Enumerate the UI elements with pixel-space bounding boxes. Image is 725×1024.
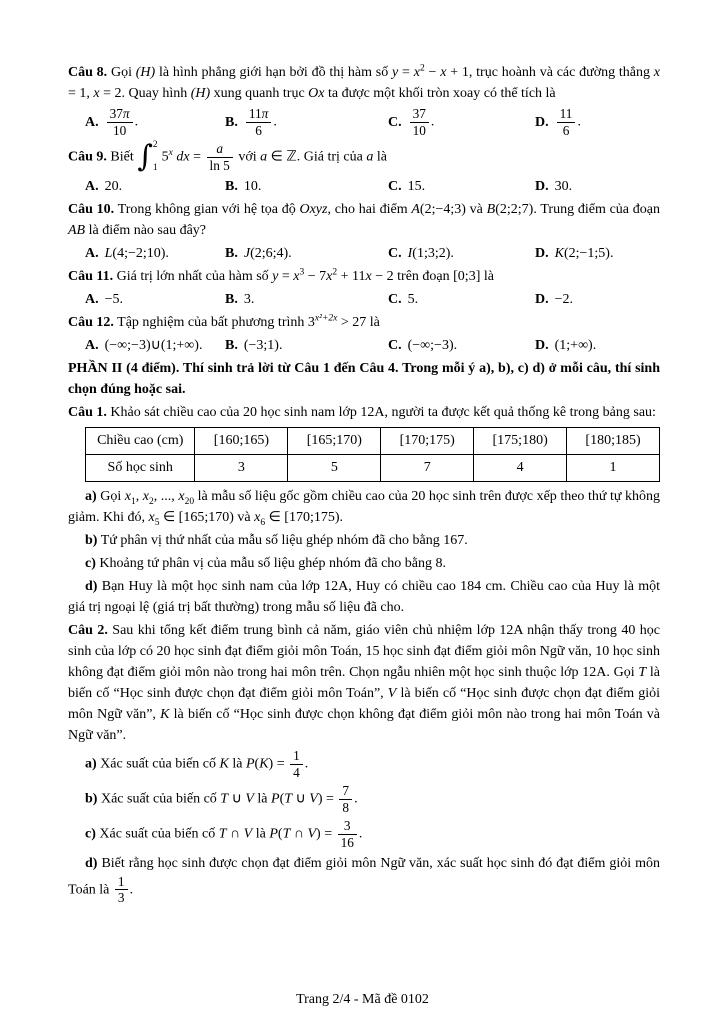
superscript: 2 bbox=[332, 267, 338, 278]
text-run: . bbox=[577, 114, 581, 130]
text-run: Tập nghiệm của bất phương trình 3 bbox=[113, 314, 315, 330]
text-run: B bbox=[486, 201, 496, 217]
fraction-numerator bbox=[207, 141, 233, 158]
table-cell: [175;180) bbox=[474, 427, 567, 454]
bold-label: Câu 8. bbox=[68, 65, 108, 80]
integral-lower-bound: 1 bbox=[152, 162, 158, 173]
fraction-numerator: 7 bbox=[339, 783, 352, 800]
part2-question-1-item-b bbox=[68, 530, 660, 551]
option-content bbox=[244, 176, 262, 197]
text-run: K bbox=[160, 706, 170, 722]
exam-page bbox=[68, 60, 660, 908]
option-content bbox=[555, 335, 597, 356]
text-run: a bbox=[366, 149, 374, 165]
answer-option-D bbox=[535, 106, 660, 139]
text-run: Gọi bbox=[96, 488, 125, 504]
text-run: T bbox=[284, 791, 293, 807]
part2-question-2-item-a bbox=[68, 748, 660, 781]
text-run: x bbox=[142, 488, 149, 504]
fraction-denominator: 3 bbox=[117, 890, 125, 906]
text-run: là mẫu số liệu gốc gồm chiều cao của 20 học sinh trên được xếp theo thứ tự không giảm. Khi đó, bbox=[68, 488, 661, 525]
text-run: = 2. Quay hình bbox=[99, 86, 191, 101]
text-run: , cho hai điểm bbox=[327, 201, 412, 217]
text-run: là bbox=[252, 826, 270, 842]
text-run: Giá trị lớn nhất của hàm số bbox=[113, 268, 273, 284]
text-run: . bbox=[129, 882, 134, 898]
text-run: −2. bbox=[554, 291, 574, 307]
text-run: là bbox=[373, 149, 387, 165]
text-run: Trong không gian với hệ tọa độ bbox=[114, 201, 300, 217]
table-cell: 4 bbox=[474, 454, 567, 481]
question-12-options bbox=[68, 335, 660, 356]
text-run: Xác suất của biến cố bbox=[95, 826, 219, 842]
option-content bbox=[555, 289, 573, 310]
text-run: ∈ ℤ. Giá trị của bbox=[267, 149, 367, 165]
fraction bbox=[115, 874, 128, 907]
text-run: . bbox=[273, 114, 277, 130]
text-run: ∩ bbox=[290, 826, 308, 842]
text-run: L bbox=[104, 245, 113, 261]
option-letter: D. bbox=[535, 245, 549, 261]
text-run: y bbox=[272, 268, 279, 284]
text-run: là biến cố “Học sinh được chọn đạt điểm giỏi môn Toán”, bbox=[68, 664, 660, 701]
text-run: −5. bbox=[104, 291, 124, 307]
fraction-denominator: 6 bbox=[562, 122, 570, 138]
text-run: Bạn Huy là một học sinh nam của lớp 12A, Huy có chiều cao 184 cm. Chiều cao của Huy là một giá trị ngoại lệ (giá trị bất thường) trong mẫu số liệu đã cho. bbox=[68, 578, 660, 615]
option-letter: A. bbox=[85, 337, 99, 353]
text-run: là bbox=[253, 791, 272, 807]
part2-question-1-item-a bbox=[68, 486, 660, 528]
answer-option-A bbox=[85, 289, 225, 310]
fraction-denominator: 4 bbox=[293, 764, 300, 780]
option-letter: D. bbox=[535, 291, 549, 307]
text-run: x bbox=[365, 268, 372, 284]
text-run: V bbox=[245, 791, 254, 807]
text-run: a bbox=[260, 149, 268, 165]
text-run: x bbox=[413, 65, 420, 80]
part2-question-1-item-c bbox=[68, 553, 660, 574]
option-content bbox=[105, 176, 123, 197]
text-run: = bbox=[189, 149, 205, 165]
bold-label: c) bbox=[85, 555, 96, 571]
option-content bbox=[244, 335, 283, 356]
text-run: = 1, bbox=[68, 86, 94, 101]
text-run: Khoảng tứ phân vị của mẫu số liệu ghép nhóm đã cho bằng 8. bbox=[95, 555, 447, 571]
text-run: 11 bbox=[248, 106, 262, 121]
answer-option-B bbox=[225, 106, 388, 139]
table-cell: [180;185) bbox=[567, 427, 660, 454]
answer-option-A bbox=[85, 176, 225, 197]
question-8-options bbox=[68, 106, 660, 139]
text-run: a bbox=[216, 140, 223, 156]
fraction-denominator: 16 bbox=[340, 834, 354, 850]
text-run: dx bbox=[176, 149, 190, 165]
answer-option-D bbox=[535, 335, 660, 356]
text-run: (2;−1;5). bbox=[563, 245, 614, 261]
bold-label: a) bbox=[85, 756, 97, 772]
superscript: 3 bbox=[299, 267, 305, 278]
text-run: Xác suất của biến cố bbox=[97, 791, 221, 807]
table-cell: [165;170) bbox=[288, 427, 381, 454]
text-run: là hình phẳng giới hạn bởi đồ thị hàm số bbox=[155, 65, 393, 80]
text-run: . bbox=[358, 826, 363, 842]
text-run: Biết rằng học sinh được chọn đạt điểm giỏi môn Ngữ văn, xác suất học sinh đó đạt điểm giỏi môn Toán là bbox=[68, 855, 660, 898]
text-run: x bbox=[178, 488, 185, 504]
text-run: ) = bbox=[317, 791, 338, 807]
table-cell: Số học sinh bbox=[86, 454, 195, 481]
bold-label: Câu 1. bbox=[68, 404, 107, 420]
text-run: Sau khi tổng kết điểm trung bình cả năm, giáo viên chủ nhiệm lớp 12A nhận thấy trong 40 học sinh của lớp có 20 học sinh đạt điểm giỏi môn Toán, 15 học sinh đạt điểm giỏi môn Ngữ văn, 10 học sinh không đạt điểm giỏi môn nào trong hai môn trên. Chọn ngẫu nhiên một học sinh thuộc lớp 12A. Gọi bbox=[68, 622, 660, 680]
text-run: ∩ bbox=[226, 826, 244, 842]
part2-question-2-item-d bbox=[68, 853, 660, 907]
answer-option-A bbox=[85, 243, 225, 264]
option-content bbox=[408, 289, 419, 310]
fraction-numerator: 3 bbox=[338, 818, 357, 835]
subscript: 5 bbox=[154, 517, 160, 528]
bold-label: c) bbox=[85, 826, 96, 842]
option-letter: C. bbox=[388, 291, 402, 307]
table-cell: 5 bbox=[288, 454, 381, 481]
option-content bbox=[244, 243, 292, 264]
question-10-text bbox=[68, 199, 660, 241]
fraction-denominator: 6 bbox=[255, 122, 262, 138]
text-run: P bbox=[269, 826, 278, 842]
option-letter: D. bbox=[535, 178, 549, 194]
text-run: T bbox=[218, 826, 227, 842]
text-run: (H) bbox=[190, 86, 211, 101]
text-run: 5 bbox=[161, 149, 169, 165]
option-letter: B. bbox=[225, 245, 238, 261]
superscript: x²+2x bbox=[314, 313, 338, 324]
integral-bounds bbox=[153, 141, 158, 173]
text-run: . bbox=[354, 791, 358, 807]
option-letter: B. bbox=[225, 291, 238, 307]
subscript: 6 bbox=[260, 517, 266, 528]
text-run: ( bbox=[279, 791, 285, 807]
part2-question-1-text bbox=[68, 402, 660, 423]
text-run: x bbox=[93, 86, 100, 101]
text-run: ) = bbox=[316, 826, 336, 842]
text-run: + 11 bbox=[337, 268, 366, 284]
fraction bbox=[338, 818, 357, 851]
option-content bbox=[244, 289, 255, 310]
answer-option-A bbox=[85, 106, 225, 139]
superscript: 2 bbox=[419, 63, 425, 74]
option-content bbox=[555, 243, 614, 264]
option-letter: C. bbox=[388, 245, 402, 261]
part2-question-2-text bbox=[68, 620, 660, 746]
fraction bbox=[290, 748, 303, 781]
text-run: . bbox=[134, 114, 139, 130]
fraction bbox=[107, 106, 133, 139]
option-letter: B. bbox=[225, 178, 238, 194]
option-letter: D. bbox=[535, 114, 549, 130]
text-run: + 1, trục hoành và các đường thẳng bbox=[446, 65, 654, 80]
fraction-numerator bbox=[107, 106, 133, 123]
bold-label: Câu 9. bbox=[68, 149, 107, 165]
text-run: Tứ phân vị thứ nhất của mẫu số liệu ghép nhóm đã cho bằng 167. bbox=[97, 532, 468, 548]
option-content bbox=[408, 176, 426, 197]
answer-option-C bbox=[388, 176, 535, 197]
table-cell: Chiều cao (cm) bbox=[86, 427, 195, 454]
option-content bbox=[555, 176, 573, 197]
superscript: x bbox=[168, 147, 173, 158]
text-run: là điểm nào sau đây? bbox=[85, 222, 207, 238]
table-row bbox=[86, 454, 660, 481]
text-run: ∪ bbox=[228, 791, 246, 807]
answer-option-B bbox=[225, 335, 388, 356]
table-cell: 7 bbox=[381, 454, 474, 481]
option-letter: C. bbox=[388, 114, 402, 130]
text-run: Gọi bbox=[107, 65, 136, 80]
question-11-options bbox=[68, 289, 660, 310]
answer-option-C bbox=[388, 106, 535, 139]
subscript: 1 bbox=[130, 496, 136, 507]
fraction bbox=[339, 783, 352, 816]
text-run: A bbox=[411, 201, 420, 217]
fraction-denominator: 10 bbox=[112, 122, 127, 138]
answer-option-B bbox=[225, 243, 388, 264]
option-content bbox=[408, 243, 454, 264]
fraction-numerator: 1 bbox=[290, 748, 303, 765]
question-9-options bbox=[68, 176, 660, 197]
text-run: . bbox=[304, 756, 309, 772]
text-run: V bbox=[243, 826, 253, 842]
page-footer: Trang 2/4 - Mã đề 0102 bbox=[296, 992, 429, 1007]
text-run: với bbox=[234, 149, 261, 165]
integral-upper-bound: 2 bbox=[152, 140, 158, 151]
integral-symbol: ∫ bbox=[137, 139, 153, 175]
option-content bbox=[408, 335, 458, 356]
text-run: Khảo sát chiều cao của 20 học sinh nam lớp 12A, người ta được kết quả thống kê trong bảng sau: bbox=[106, 404, 656, 420]
text-run: ( bbox=[277, 826, 283, 842]
fraction-numerator: 1 bbox=[115, 874, 128, 891]
table-cell: [170;175) bbox=[381, 427, 474, 454]
text-run: là biến cố “Học sinh được chọn không đạt điểm giỏi môn nào trong hai môn Toán và Ngữ văn”. bbox=[68, 706, 660, 743]
part2-heading: PHẦN II (4 điểm). Thí sinh trả lời từ Câu 1 đến Câu 4. Trong mỗi ý a), b), c) d) ở mỗi câu, thí sinh chọn đúng hoặc sai. bbox=[68, 360, 660, 397]
text-run: − bbox=[424, 65, 441, 80]
answer-option-C bbox=[388, 335, 535, 356]
text-run: x bbox=[293, 268, 300, 284]
fraction bbox=[207, 141, 233, 174]
text-run: (4;−2;10). bbox=[112, 245, 169, 261]
text-run: > 27 là bbox=[337, 314, 380, 330]
option-letter: B. bbox=[225, 114, 238, 130]
option-letter: B. bbox=[225, 337, 238, 353]
text-run: (2;2;7). Trung điểm của đoạn bbox=[495, 201, 661, 217]
text-run: ( bbox=[254, 756, 260, 772]
text-run: (−∞;−3)∪(1;+∞). bbox=[104, 337, 203, 353]
option-content bbox=[105, 243, 169, 264]
answer-option-B bbox=[225, 289, 388, 310]
option-letter: A. bbox=[85, 245, 99, 261]
text-run: x bbox=[254, 509, 261, 525]
text-run: Xác suất của biến cố bbox=[96, 756, 220, 772]
height-frequency-table bbox=[85, 427, 660, 482]
text-run: Oxyz bbox=[299, 201, 328, 217]
table-cell: [160;165) bbox=[195, 427, 288, 454]
text-run: (−3;1). bbox=[243, 337, 283, 353]
text-run: (2;−4;3) và bbox=[419, 201, 487, 217]
option-letter: A. bbox=[85, 114, 99, 130]
bold-label: d) bbox=[85, 578, 98, 594]
answer-option-D bbox=[535, 243, 660, 264]
subscript: 2 bbox=[149, 496, 154, 507]
text-run: x bbox=[124, 488, 131, 504]
text-run: Biết bbox=[106, 149, 138, 165]
option-content bbox=[105, 335, 203, 356]
option-letter: A. bbox=[85, 178, 99, 194]
bold-label: a) bbox=[85, 488, 97, 504]
fraction-denominator: 10 bbox=[412, 122, 426, 138]
text-run: π bbox=[122, 106, 130, 121]
text-run: I bbox=[407, 245, 413, 261]
bold-label: Câu 12. bbox=[68, 314, 114, 330]
option-letter: C. bbox=[388, 178, 402, 194]
bold-label: d) bbox=[85, 855, 98, 871]
table-cell: 1 bbox=[567, 454, 660, 481]
text-run: = bbox=[398, 65, 414, 80]
part2-question-2-item-b bbox=[68, 783, 660, 816]
text-run: 30. bbox=[554, 178, 573, 194]
option-content bbox=[244, 106, 277, 139]
text-run: (−∞;−3). bbox=[407, 337, 458, 353]
text-run: 5. bbox=[407, 291, 419, 307]
text-run: Ox bbox=[308, 86, 325, 101]
bold-label: Câu 2. bbox=[68, 622, 108, 638]
answer-option-A bbox=[85, 335, 225, 356]
text-run: x bbox=[148, 509, 155, 525]
fraction bbox=[557, 106, 576, 139]
text-run: 20. bbox=[104, 178, 123, 194]
text-run: π bbox=[261, 106, 269, 121]
text-run: 37 bbox=[109, 106, 123, 121]
text-run: J bbox=[243, 245, 251, 261]
part2-question-2-item-c bbox=[68, 818, 660, 851]
option-content bbox=[105, 106, 138, 139]
text-run: (H) bbox=[135, 65, 156, 80]
text-run: x bbox=[653, 65, 660, 80]
fraction-denominator: 8 bbox=[342, 799, 350, 815]
text-run: x bbox=[440, 65, 447, 80]
answer-option-B bbox=[225, 176, 388, 197]
fraction bbox=[410, 106, 429, 139]
text-run: là biến cố “Học sinh được chọn đạt điểm giỏi môn Ngữ văn”, bbox=[68, 685, 660, 722]
bold-label: b) bbox=[85, 532, 98, 548]
text-run: xung quanh trục bbox=[210, 86, 309, 101]
text-run: T bbox=[282, 826, 291, 842]
fraction-denominator: ln 5 bbox=[209, 157, 230, 173]
text-run: x bbox=[326, 268, 333, 284]
option-content bbox=[555, 106, 581, 139]
text-run: − 7 bbox=[304, 268, 327, 284]
fraction bbox=[246, 106, 271, 139]
bold-label: Câu 11. bbox=[68, 268, 114, 284]
text-run: T bbox=[220, 791, 229, 807]
fraction-numerator: 11 bbox=[557, 106, 576, 123]
question-12-text bbox=[68, 312, 660, 333]
table-cell: 3 bbox=[195, 454, 288, 481]
question-11-text bbox=[68, 266, 660, 287]
option-letter: D. bbox=[535, 337, 549, 353]
option-letter: A. bbox=[85, 291, 99, 307]
text-run: (1;+∞). bbox=[554, 337, 597, 353]
text-run: T bbox=[638, 664, 647, 680]
question-10-options bbox=[68, 243, 660, 264]
answer-option-C bbox=[388, 289, 535, 310]
bold-label: Câu 10. bbox=[68, 201, 115, 217]
fraction-numerator: 37 bbox=[410, 106, 429, 123]
text-run: , bbox=[135, 488, 143, 504]
integral bbox=[137, 141, 160, 173]
text-run: 3. bbox=[243, 291, 255, 307]
text-run: ∪ bbox=[292, 791, 310, 807]
part2-question-1-item-d bbox=[68, 576, 660, 618]
text-run: ) = bbox=[268, 756, 289, 772]
text-run: K bbox=[554, 245, 564, 261]
text-run: P bbox=[271, 791, 280, 807]
text-run: 15. bbox=[407, 178, 426, 194]
text-run: 10. bbox=[243, 178, 262, 194]
text-run: P bbox=[245, 756, 255, 772]
answer-option-C bbox=[388, 243, 535, 264]
text-run: (2;6;4). bbox=[250, 245, 292, 261]
text-run: là bbox=[228, 756, 246, 772]
option-content bbox=[105, 289, 123, 310]
question-9-text bbox=[68, 141, 660, 174]
text-run: AB bbox=[68, 222, 86, 238]
bold-label: b) bbox=[85, 791, 98, 807]
text-run: , ..., bbox=[153, 488, 179, 504]
subscript: 20 bbox=[184, 496, 195, 507]
text-run: = bbox=[278, 268, 294, 284]
text-run: K bbox=[219, 756, 229, 772]
text-run: V bbox=[307, 826, 317, 842]
answer-option-D bbox=[535, 176, 660, 197]
text-run: V bbox=[387, 685, 397, 701]
text-run: y bbox=[392, 65, 399, 80]
text-run: (1;3;2). bbox=[412, 245, 454, 261]
text-run: ta được một khối tròn xoay có thể tích là bbox=[324, 86, 556, 101]
option-content bbox=[408, 106, 435, 139]
text-run: K bbox=[259, 756, 269, 772]
fraction-numerator bbox=[246, 106, 271, 123]
text-run: V bbox=[309, 791, 318, 807]
option-letter: C. bbox=[388, 337, 402, 353]
text-run: − 2 trên đoạn [0;3] là bbox=[371, 268, 494, 284]
text-run: ∈ [165;170) và bbox=[159, 509, 255, 525]
text-run: . bbox=[430, 114, 435, 130]
table-row bbox=[86, 427, 660, 454]
answer-option-D bbox=[535, 289, 660, 310]
question-8-text bbox=[68, 62, 660, 104]
text-run: ∈ [170;175). bbox=[265, 509, 344, 525]
